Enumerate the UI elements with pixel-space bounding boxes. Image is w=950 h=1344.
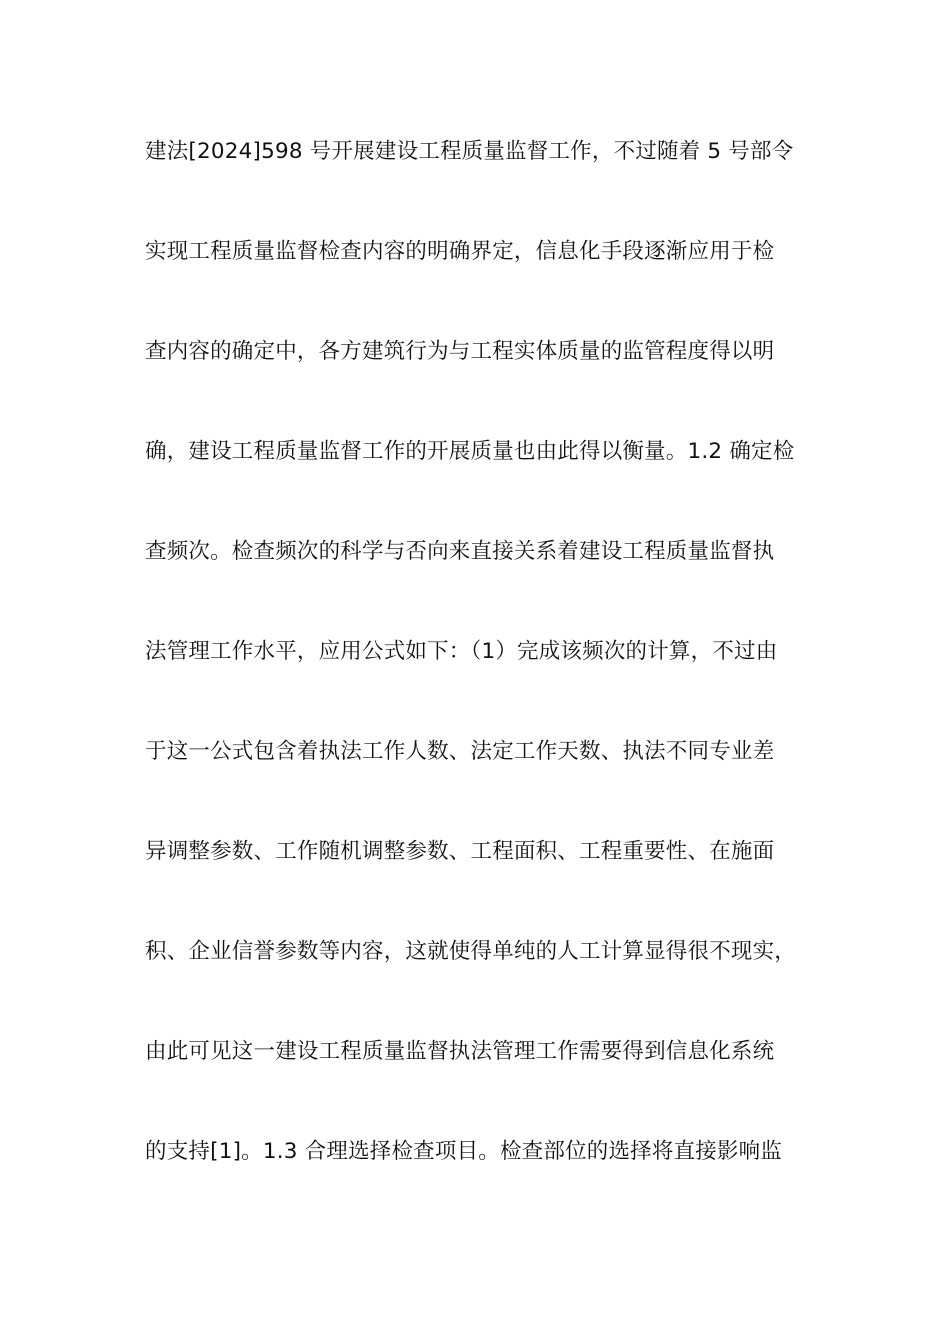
text-line: 查频次。检查频次的科学与否向来直接关系着建设工程质量监督执 — [145, 539, 775, 564]
text-line: 由此可见这一建设工程质量监督执法管理工作需要得到信息化系统 — [145, 1039, 775, 1064]
text-line: 法管理工作水平，应用公式如下：（1）完成该频次的计算，不过由 — [145, 639, 778, 664]
text-line: 于这一公式包含着执法工作人数、法定工作天数、执法不同专业差 — [145, 739, 775, 764]
text-line: 的支持[1]。1.3 合理选择检查项目。检查部位的选择将直接影响监 — [145, 1139, 783, 1164]
body-text — [145, 128, 825, 1228]
text-line: 积、企业信誉参数等内容，这就使得单纯的人工计算显得很不现实， — [145, 939, 797, 964]
text-line: 异调整参数、工作随机调整参数、工程面积、工程重要性、在施面 — [145, 839, 775, 864]
text-line: 确，建设工程质量监督工作的开展质量也由此得以衡量。1.2 确定检 — [145, 439, 795, 464]
text-line: 查内容的确定中，各方建筑行为与工程实体质量的监管程度得以明 — [145, 339, 775, 364]
text-line: 实现工程质量监督检查内容的明确界定，信息化手段逐渐应用于检 — [145, 239, 775, 264]
text-line: 建法[2024]598 号开展建设工程质量监督工作，不过随着 5 号部令 — [145, 139, 794, 164]
